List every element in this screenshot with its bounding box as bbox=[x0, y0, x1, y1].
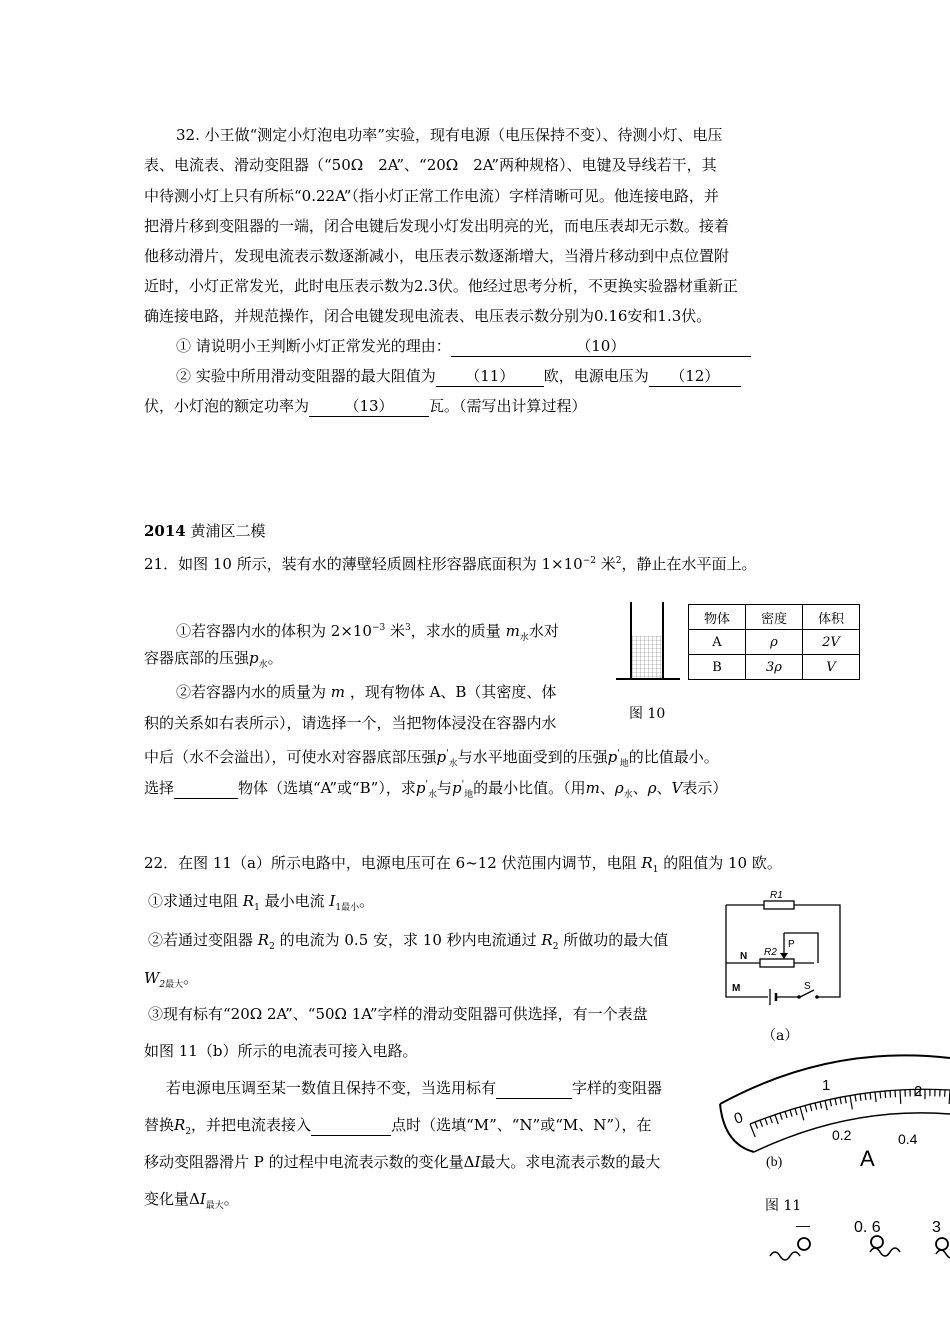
table-cell: 3ρ bbox=[746, 655, 803, 680]
q21-p2d: 中后（水不会溢出），可使水对容器底部压强 bbox=[144, 748, 437, 766]
q22-s5a: 替换 bbox=[144, 1116, 175, 1134]
q22-sub-3: ③现有标有“20Ω 2A”、“50Ω 1A”字样的滑动变阻器可供选择，有一个表盘 bbox=[148, 1005, 648, 1023]
scale-tick bbox=[820, 1102, 822, 1109]
var-rho: ρ bbox=[614, 779, 624, 797]
var-i: I bbox=[199, 1190, 206, 1208]
label-n: N bbox=[740, 951, 748, 962]
scale-tick bbox=[770, 1116, 772, 1123]
var-p: p bbox=[415, 779, 426, 797]
var-m: m bbox=[330, 683, 346, 701]
q22-para-1 bbox=[166, 1078, 662, 1099]
scale-tick bbox=[865, 1093, 866, 1100]
answer-blank-11[interactable]: （11） bbox=[436, 366, 544, 387]
sub-water: 水 bbox=[448, 759, 458, 769]
q22-s5c: 点时（选填“M”、“N”或“M、N”），在 bbox=[391, 1116, 652, 1134]
label-r2: R2 bbox=[764, 947, 777, 958]
ammeter-dial bbox=[710, 1044, 950, 1344]
q22-s7: 变化量Δ bbox=[144, 1190, 200, 1208]
switch-contact bbox=[815, 995, 819, 999]
sub-max: 最大 bbox=[205, 1201, 224, 1211]
label-s: S bbox=[804, 981, 811, 992]
object-property-table bbox=[688, 604, 860, 680]
q22-s2b: 的电流为 0.5 安，求 10 秒内电流通过 bbox=[279, 931, 537, 949]
scale-tick bbox=[830, 1099, 831, 1106]
q22-l1b: 的阻值为 10 欧。 bbox=[663, 854, 782, 872]
q21-part2-line-2: 积的关系如右表所示），请选择一个，当把物体浸没在容器内水 bbox=[144, 714, 557, 732]
var-m: m bbox=[585, 779, 600, 797]
var-p: p bbox=[436, 748, 447, 766]
q21-p3e: 、 bbox=[656, 779, 672, 797]
figure-10-caption: 图 10 bbox=[629, 706, 666, 722]
var-r: R bbox=[541, 931, 553, 949]
table-cell: V bbox=[803, 655, 860, 680]
sub-ground: 地 bbox=[464, 790, 474, 800]
q22-s2d: 。 bbox=[183, 969, 199, 987]
table-row bbox=[689, 655, 860, 680]
scale-tick bbox=[840, 1097, 841, 1104]
q21-p1d: 水对 bbox=[528, 622, 559, 640]
q32-sub-2-mid: 欧，电源电压为 bbox=[543, 367, 649, 385]
q21-p3a: 选择 bbox=[144, 779, 175, 797]
table-header-cell: 物体 bbox=[689, 605, 746, 630]
sub-1: 1 bbox=[254, 903, 260, 913]
label-m: M bbox=[732, 983, 741, 994]
var-r: R bbox=[174, 1116, 186, 1134]
scale-tick bbox=[805, 1105, 807, 1112]
var-p: p bbox=[249, 649, 259, 667]
q21-part1-line-1 bbox=[176, 618, 559, 648]
terminal-wire bbox=[770, 1248, 950, 1260]
q21-p3f: 表示） bbox=[682, 779, 728, 797]
q32-sub-1 bbox=[176, 336, 751, 357]
slider-arrowhead bbox=[780, 953, 788, 959]
prime-mark: ' bbox=[461, 780, 465, 790]
wire bbox=[794, 905, 840, 997]
terminal-label: 3 bbox=[932, 1219, 941, 1236]
scale-tick bbox=[855, 1095, 856, 1102]
q32-sub-3-post: 瓦。（需写出计算过程） bbox=[429, 397, 587, 415]
section-title bbox=[144, 521, 266, 541]
q21-p3c: 与 bbox=[436, 779, 452, 797]
q22-para-2 bbox=[144, 1115, 652, 1142]
sub-2: 2 bbox=[552, 942, 559, 952]
table-header-cell: 密度 bbox=[746, 605, 803, 630]
var-r: R bbox=[242, 892, 255, 910]
var-r: R bbox=[257, 931, 270, 949]
q21-l1exp: −2 bbox=[582, 556, 596, 566]
scale-tick bbox=[900, 1090, 901, 1104]
scale-tick bbox=[795, 1108, 797, 1115]
q21-p1c: ，求水的质量 bbox=[410, 622, 501, 640]
q32-sub-2 bbox=[176, 366, 741, 387]
q22-s5b: ，并把电流表接入 bbox=[191, 1116, 312, 1134]
sub-water: 水 bbox=[427, 790, 437, 800]
unit-label: A bbox=[860, 1146, 875, 1171]
q22-l1a: 22．在图 11（a）所示电路中，电源电压可在 6~12 伏范围内调节，电阻 bbox=[144, 854, 637, 872]
q21-p2e: 与水平地面受到的压强 bbox=[457, 748, 608, 766]
circuit-diagram bbox=[720, 887, 850, 1003]
sub-water: 水 bbox=[519, 633, 529, 643]
q32-sub-2-text: ② 实验中所用滑动变阻器的最大阻值为 bbox=[176, 367, 436, 385]
label-p: P bbox=[788, 939, 795, 950]
table-cell: B bbox=[689, 655, 746, 680]
q22-s2a: ②若通过变阻器 bbox=[148, 931, 254, 949]
dial-inner-arc bbox=[754, 1113, 950, 1152]
q21-p2a: ②若容器内水的质量为 bbox=[176, 683, 327, 701]
q21-p1exp2: 3 bbox=[405, 623, 411, 633]
q21-part2-line-1 bbox=[176, 682, 556, 702]
scale-label-top: 1 bbox=[822, 1077, 831, 1094]
rheostat-r2 bbox=[760, 959, 794, 967]
q21-p2b: ，现有物体 A、B（其密度、体 bbox=[349, 683, 557, 701]
var-p: p bbox=[451, 779, 462, 797]
q21-part2-line-3 bbox=[144, 744, 719, 774]
scale-tick bbox=[880, 1091, 881, 1098]
scale-tick bbox=[760, 1120, 762, 1127]
var-m: m bbox=[505, 622, 520, 640]
scale-tick bbox=[850, 1096, 852, 1110]
q32-line-3: 中待测小灯上只有所标“0.22A”（指小灯正常工作电流）字样清晰可见。他连接电路，并 bbox=[144, 187, 719, 205]
var-rho: ρ bbox=[647, 779, 657, 797]
q32-line-5: 他移动滑片，发现电流表示数逐渐减小，电压表示数逐渐增大，当滑片移动到中点位置附 bbox=[144, 247, 730, 265]
prime-mark: ' bbox=[425, 780, 428, 790]
scale-tick bbox=[790, 1110, 792, 1117]
q22-s6b: 最大。求电流表示数的最大 bbox=[480, 1153, 661, 1171]
q21-p3d: 的最小比值。（用 bbox=[473, 779, 586, 797]
q22-s4a: 若电源电压调至某一数值且保持不变，当选用标有 bbox=[166, 1079, 497, 1097]
sub-2: 2 bbox=[159, 980, 166, 990]
scale-tick bbox=[845, 1096, 846, 1103]
q22-s1c: 。 bbox=[359, 892, 375, 910]
q22-sub-2b bbox=[144, 968, 198, 995]
scale-tick bbox=[765, 1118, 767, 1125]
var-w: W bbox=[144, 969, 160, 987]
answer-blank-rheostat[interactable] bbox=[496, 1078, 572, 1099]
scale-tick bbox=[860, 1094, 861, 1101]
var-i: I bbox=[474, 1153, 481, 1171]
scale-tick bbox=[890, 1091, 891, 1098]
q22-s4b: 字样的变阻器 bbox=[572, 1079, 663, 1097]
var-p: p bbox=[607, 748, 618, 766]
scale-tick bbox=[780, 1113, 782, 1120]
sub-2: 2 bbox=[269, 942, 275, 952]
scale-tick bbox=[755, 1122, 758, 1129]
q21-p1e: 容器底部的压强 bbox=[144, 649, 250, 667]
q21-p3e: 、 bbox=[599, 779, 615, 797]
q22-line-1 bbox=[144, 853, 782, 880]
scale-tick bbox=[835, 1098, 836, 1105]
scale-tick bbox=[775, 1115, 778, 1124]
q21-line-1 bbox=[144, 551, 757, 574]
q22-s1a: ①求通过电阻 bbox=[148, 892, 239, 910]
q21-part2-line-4 bbox=[144, 775, 727, 805]
sub-water: 水 bbox=[258, 660, 268, 670]
sub-1: 1 bbox=[652, 865, 659, 875]
label-r1: R1 bbox=[770, 890, 783, 901]
figure-11a-caption: （a） bbox=[762, 1028, 799, 1044]
sub-2: 2 bbox=[185, 1127, 192, 1137]
q21-l1c: ，静止在水平面上。 bbox=[621, 555, 757, 573]
q21-p1b: 米 bbox=[385, 622, 406, 640]
q21-p2f: 的比值最小。 bbox=[628, 748, 719, 766]
q32-line-4: 把滑片移到变阻器的一端，闭合电键后发现小灯发出明亮的光，而电压表却无示数。接着 bbox=[144, 217, 730, 235]
var-v: V bbox=[671, 779, 683, 797]
prime-mark: ' bbox=[617, 749, 620, 759]
sub-min: 最小 bbox=[341, 903, 360, 913]
sub-max: 最大 bbox=[165, 980, 184, 990]
q22-sub-3b: 如图 11（b）所示的电流表可接入电路。 bbox=[144, 1042, 418, 1060]
container-figure bbox=[612, 600, 682, 690]
q21-p3b: 物体（选填“A”或“B”），求 bbox=[238, 779, 416, 797]
q32-sub-3 bbox=[144, 396, 587, 417]
table-header-cell: 体积 bbox=[803, 605, 860, 630]
figure-11-caption: 图 11 bbox=[765, 1198, 802, 1214]
answer-blank-choice[interactable] bbox=[174, 778, 238, 799]
table-cell: ρ bbox=[746, 630, 803, 655]
water-fill bbox=[632, 636, 662, 678]
q21-part1-line-2 bbox=[144, 648, 283, 675]
answer-blank-13[interactable]: （13） bbox=[309, 396, 429, 417]
q22-s6: 移动变阻器滑片 P 的过程中电流表示数的变化量Δ bbox=[144, 1153, 475, 1171]
q22-para-3 bbox=[144, 1152, 660, 1172]
scale-tick bbox=[810, 1104, 812, 1111]
section-name: 黄浦区二模 bbox=[190, 522, 266, 540]
q21-p1f: 。 bbox=[267, 649, 283, 667]
q32-sub-3-text: 伏，小灯泡的额定功率为 bbox=[144, 397, 310, 415]
table-cell: A bbox=[689, 630, 746, 655]
var-i: I bbox=[329, 892, 336, 910]
scale-label-bottom: 0.4 bbox=[898, 1131, 918, 1147]
scale-tick bbox=[885, 1091, 886, 1098]
scale-tick bbox=[800, 1107, 804, 1120]
scale-tick bbox=[815, 1103, 817, 1110]
q21-l1a: 21．如图 10 所示，装有水的薄壁轻质圆柱形容器底面积为 1×10 bbox=[144, 555, 583, 573]
answer-blank-point[interactable] bbox=[311, 1115, 391, 1136]
q21-l1exp2: 2 bbox=[615, 556, 622, 566]
answer-blank-10[interactable]: （10） bbox=[451, 336, 751, 357]
q22-sub-2 bbox=[148, 930, 668, 957]
scale-label-top: 2 bbox=[914, 1083, 923, 1100]
scale-label-bottom: 0.2 bbox=[832, 1127, 852, 1143]
scale-tick bbox=[825, 1100, 827, 1110]
scale-tick bbox=[785, 1111, 787, 1118]
scale-label-top: 0 bbox=[731, 1109, 746, 1128]
resistor-r1 bbox=[764, 901, 794, 909]
answer-blank-12[interactable]: （12） bbox=[649, 366, 741, 387]
section-year: 2014 bbox=[144, 522, 186, 540]
q32-line-2: 表、电流表、滑动变阻器（“50Ω 2A”、“20Ω 2A”两种规格）、电键及导线若干，其 bbox=[144, 156, 717, 174]
q32-line-1: 32. 小王做“测定小灯泡电功率”实验，现有电源（电压保持不变）、待测小灯、电压 bbox=[176, 126, 723, 144]
q22-s7b: 。 bbox=[223, 1190, 239, 1208]
q22-para-4 bbox=[144, 1189, 239, 1216]
q22-sub-1 bbox=[148, 891, 374, 918]
q21-p1exp: −3 bbox=[371, 623, 386, 633]
table-cell: 2V bbox=[803, 630, 860, 655]
scale-tick bbox=[875, 1092, 876, 1102]
sub-ground: 地 bbox=[619, 759, 629, 769]
sub-1: 1 bbox=[335, 903, 342, 913]
switch-contact bbox=[797, 995, 801, 999]
q22-s2c: 所做功的最大值 bbox=[563, 931, 669, 949]
table-header-row bbox=[689, 605, 860, 630]
q21-p3e: 、 bbox=[632, 779, 648, 797]
q32-line-6: 近时，小灯正常发光，此时电压表示数为2.3伏。他经过思考分析，不更换实验器材重新正 bbox=[144, 277, 738, 295]
var-r: R bbox=[641, 854, 653, 872]
terminal-label: 0. 6 bbox=[854, 1219, 881, 1236]
prime-mark: ' bbox=[446, 749, 449, 759]
figure-11b-caption: (b) bbox=[766, 1155, 783, 1170]
q21-p1a: ①若容器内水的体积为 2×10 bbox=[176, 622, 372, 640]
sub-water: 水 bbox=[623, 790, 633, 800]
q21-l1b: 米 bbox=[595, 555, 616, 573]
q32-sub-1-text: ① 请说明小王判断小灯正常发光的理由： bbox=[176, 337, 451, 355]
scale-tick bbox=[870, 1093, 871, 1100]
table-row bbox=[689, 630, 860, 655]
q22-s1b: 最小电流 bbox=[264, 892, 325, 910]
q32-line-7: 确连接电路，并规范操作，闭合电键发现电流表、电压表示数分别为0.16安和1.3伏。 bbox=[144, 307, 712, 325]
scale-tick bbox=[750, 1124, 755, 1137]
terminal-label: — bbox=[796, 1217, 810, 1233]
